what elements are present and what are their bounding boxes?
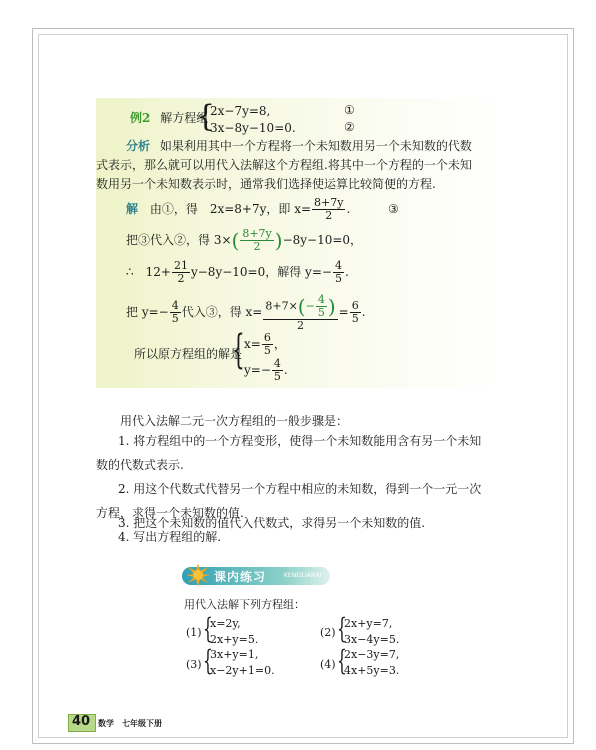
step-2a: 2. 用这个代数式代替另一个方程中相应的未知数，得到一个一元一次 (118, 482, 482, 496)
mark-3: ③ (388, 202, 399, 216)
answer-x: x= $\frac{6}{5}$ ， (244, 331, 286, 357)
answer-y: y=− $\frac{4}{5}$ . (244, 357, 288, 383)
solution-step-1: 解 由①，得 2x=8+7y，即 x= $\frac{8+7y}{2}$ . (126, 196, 351, 222)
step2-post: −8y−10=0， (282, 233, 363, 247)
analysis-line-2: 式表示，那么就可以用代入法解这个方程组.将其中一个方程的一个未知 (96, 158, 472, 172)
problem-1-eq1: x=2y, (210, 617, 241, 630)
analysis-text-1: 如果利用其中一个方程将一个未知数用另一个未知数的代数 (159, 139, 472, 153)
step1-fraction: $\frac{8+7y}{2}$ (314, 196, 344, 222)
exercise-banner-subtitle: KENEILIANXI (284, 572, 322, 579)
step-1b: 数的代数式表示. (96, 458, 184, 472)
step2-pre: 把③代入②，得 3× (126, 233, 232, 247)
example-eq1: 2x−7y=8, (210, 104, 271, 118)
example-label: 例2 (130, 111, 151, 125)
example-title: 解方程组 (160, 111, 209, 125)
step3-mid: y−8y−10=0，解得 y=− (190, 265, 332, 279)
solution-step-4: 把 y=− $\frac{4}{5}$ 代入③，得 x= 8+7×(− $\frac{4}{5}$ ) 2 = $\frac{6}{5}$ . (126, 292, 366, 332)
page-number: 40 (72, 714, 91, 729)
example-brace: { (196, 99, 216, 134)
step-4: 4. 写出方程组的解. (118, 530, 222, 544)
problem-2-brace: { (337, 612, 347, 645)
mark-2: ② (344, 120, 355, 134)
problem-4-label: (4) (320, 658, 336, 671)
problem-1-brace: { (203, 612, 213, 645)
problem-3-label: (3) (186, 658, 202, 671)
problem-2-eq2: 3x−4y=5. (344, 633, 400, 646)
problem-2-label: (2) (320, 626, 336, 639)
step4-pre: 把 y=− (126, 305, 169, 319)
problem-3-eq2: x−2y+1=0. (210, 664, 275, 677)
problem-1-label: (1) (186, 626, 202, 639)
step-2b: 方程，求得一个未知数的值. (96, 506, 244, 520)
mark-1: ① (344, 103, 355, 117)
analysis-label: 分析 (126, 139, 151, 153)
answer-line (134, 344, 242, 364)
step1-text: 由①，得 2x=8+7y，即 x= (149, 202, 312, 216)
problem-1-eq2: 2x+y=5. (210, 633, 259, 646)
problem-3-brace: { (203, 644, 213, 677)
exercise-banner-title: 课内练习 (214, 570, 267, 584)
step4-big-fraction: 8+7×(− $\frac{4}{5}$ ) 2 (265, 292, 336, 332)
analysis-line-3: 数用另一个未知数表示时，通常我们选择使运算比较简便的方程. (96, 177, 436, 191)
problem-4-eq2: 4x+5y=3. (344, 664, 400, 677)
problem-3-eq1: 3x+y=1, (210, 648, 259, 661)
step2-fraction: $\frac{8+7y}{2}$ (242, 227, 272, 253)
book-title: 数学 七年级下册 (98, 719, 162, 728)
example-eq2: 3x−8y−10=0. (210, 121, 296, 135)
solution-step-2: 把③代入②，得 3×( $\frac{8+7y}{2}$ )−8y−10=0， (126, 227, 363, 253)
step-3: 3. 把这个未知数的值代入代数式，求得另一个未知数的值. (118, 516, 426, 530)
solution-label: 解 (126, 202, 139, 216)
analysis-line-1 (126, 139, 472, 153)
problem-4-eq1: 2x−3y=7, (344, 648, 400, 661)
exercise-instruction: 用代入法解下列方程组： (184, 598, 305, 611)
answer-pre: 所以原方程组的解是 (134, 347, 243, 361)
problem-4-brace: { (337, 644, 347, 677)
answer-brace: { (232, 327, 245, 373)
sun-icon (186, 563, 210, 587)
step4-mid: 代入③，得 x= (181, 305, 263, 319)
step-1a: 1. 将方程组中的一个方程变形，使得一个未知数能用含有另一个未知 (118, 434, 482, 448)
problem-2-eq1: 2x+y=7, (344, 617, 393, 630)
steps-intro: 用代入法解二元一次方程组的一般步骤是： (120, 414, 349, 428)
step3-pre: ∴ 12+ (126, 265, 171, 279)
solution-step-3: ∴ 12+ $\frac{21}{2}$ y−8y−10=0，解得 y=− $\frac{4}{5}$ . (126, 259, 349, 285)
